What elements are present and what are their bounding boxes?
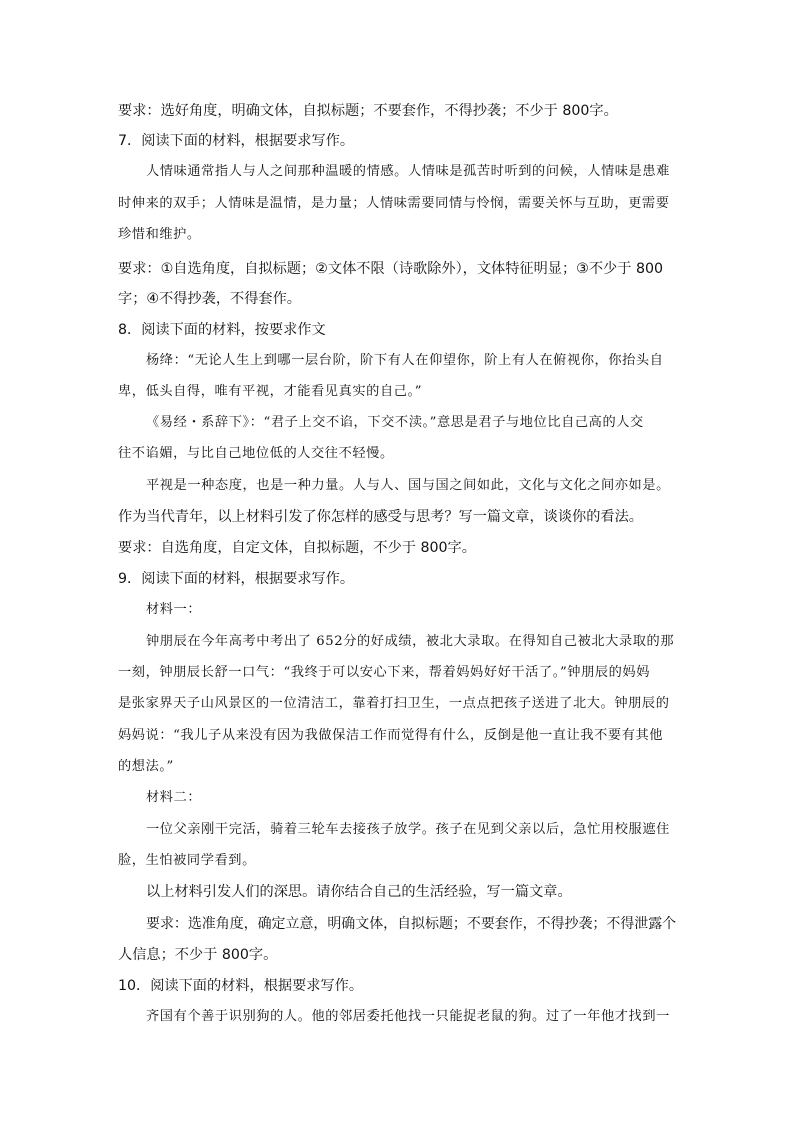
q7-material-line: 珍惜和维护。 [118,227,201,242]
q8-prompt: 作为当代青年，以上材料引发了你怎样的感受与思考？写一篇文章，谈谈你的看法。 [118,509,643,525]
q9-material-line: 的想法。” [118,759,174,774]
q8-material-line: 卑，低头自得，唯有平视，才能看见真实的自己。” [118,384,423,399]
q10-material-line: 齐国有个善于识别狗的人。他的邻居委托他找一只能捉老鼠的狗。过了一年他才找到一 [146,1009,670,1024]
q9-material-line: 脸，生怕被同学看到。 [118,853,256,868]
q9-material-line: 是张家界天子山风景区的一位清洁工，靠着打扫卫生，一点点把孩子送进了北大。钟朋辰的 [118,696,670,711]
q9-heading: 9．阅读下面的材料，根据要求写作。 [118,571,355,587]
q8-material-line: 杨绛：“无论人生上到哪一层台阶，阶下有人在仰望你，阶上有人在俯视你，你抬头自 [146,353,664,368]
q9-material-label: 材料二： [146,790,202,805]
q7-requirement: 字；④不得抄袭，不得套作。 [118,291,301,307]
q8-material-line: 往不谄媚，与比自己地位低的人交往不轻慢。 [118,446,394,461]
q10-heading: 10．阅读下面的材料，根据要求写作。 [118,978,364,994]
q9-material-line: 一位父亲刚干完活，骑着三轮车去接孩子放学。孩子在见到父亲以后，急忙用校服遮住 [146,822,670,837]
q9-material-line: 钟朋辰在今年高考中考出了 652分的好成绩，被北大录取。在得知自己被北大录取的那 [146,634,675,649]
q9-material-label: 材料一： [146,602,202,617]
q7-requirement: 要求：①自选角度，自拟标题；②文体不限（诗歌除外），文体特征明显；③不少于 800 [118,261,664,277]
q7-material-line: 人情味通常指人与人之间那种温暖的情感。人情味是孤苦时听到的问候，人情味是患难 [146,164,670,179]
q9-material-line: 妈妈说：“我儿子从来没有因为我做保洁工作而觉得有什么，反倒是他一直让我不要有其他 [118,728,664,743]
q7-heading: 7．阅读下面的材料，根据要求写作。 [118,133,355,149]
q8-material-line: 平视是一种态度，也是一种力量。人与人、国与国之间如此，文化与文化之间亦如是。 [146,478,670,493]
q8-material-line: 《易经・系辞下》：“君子上交不谄，下交不渎。”意思是君子与地位比自己高的人交 [146,415,644,430]
q9-material-line: 一刻，钟朋辰长舒一口气：“我终于可以安心下来，帮着妈妈好好干活了。”钟朋辰的妈妈 [118,665,651,680]
q7-material-line: 时伸来的双手；人情味是温情，是力量；人情味需要同情与怜悯，需要关怀与互助，更需要 [118,196,670,211]
q8-heading: 8．阅读下面的材料，按要求作文 [118,322,326,338]
q8-requirement: 要求：自选角度，自定文体，自拟标题，不少于 800字。 [118,540,476,556]
q9-requirement: 要求：选准角度，确定立意，明确文体，自拟标题；不要套作，不得抄袭；不得泄露个 [146,916,677,932]
q9-requirement: 人信息；不少于 800字。 [118,947,278,963]
q9-prompt: 以上材料引发人们的深思。请你结合自己的生活经验，写一篇文章。 [146,884,572,900]
q6-requirement: 要求：选好角度，明确文体，自拟标题；不要套作，不得抄袭；不少于 800字。 [118,103,618,119]
